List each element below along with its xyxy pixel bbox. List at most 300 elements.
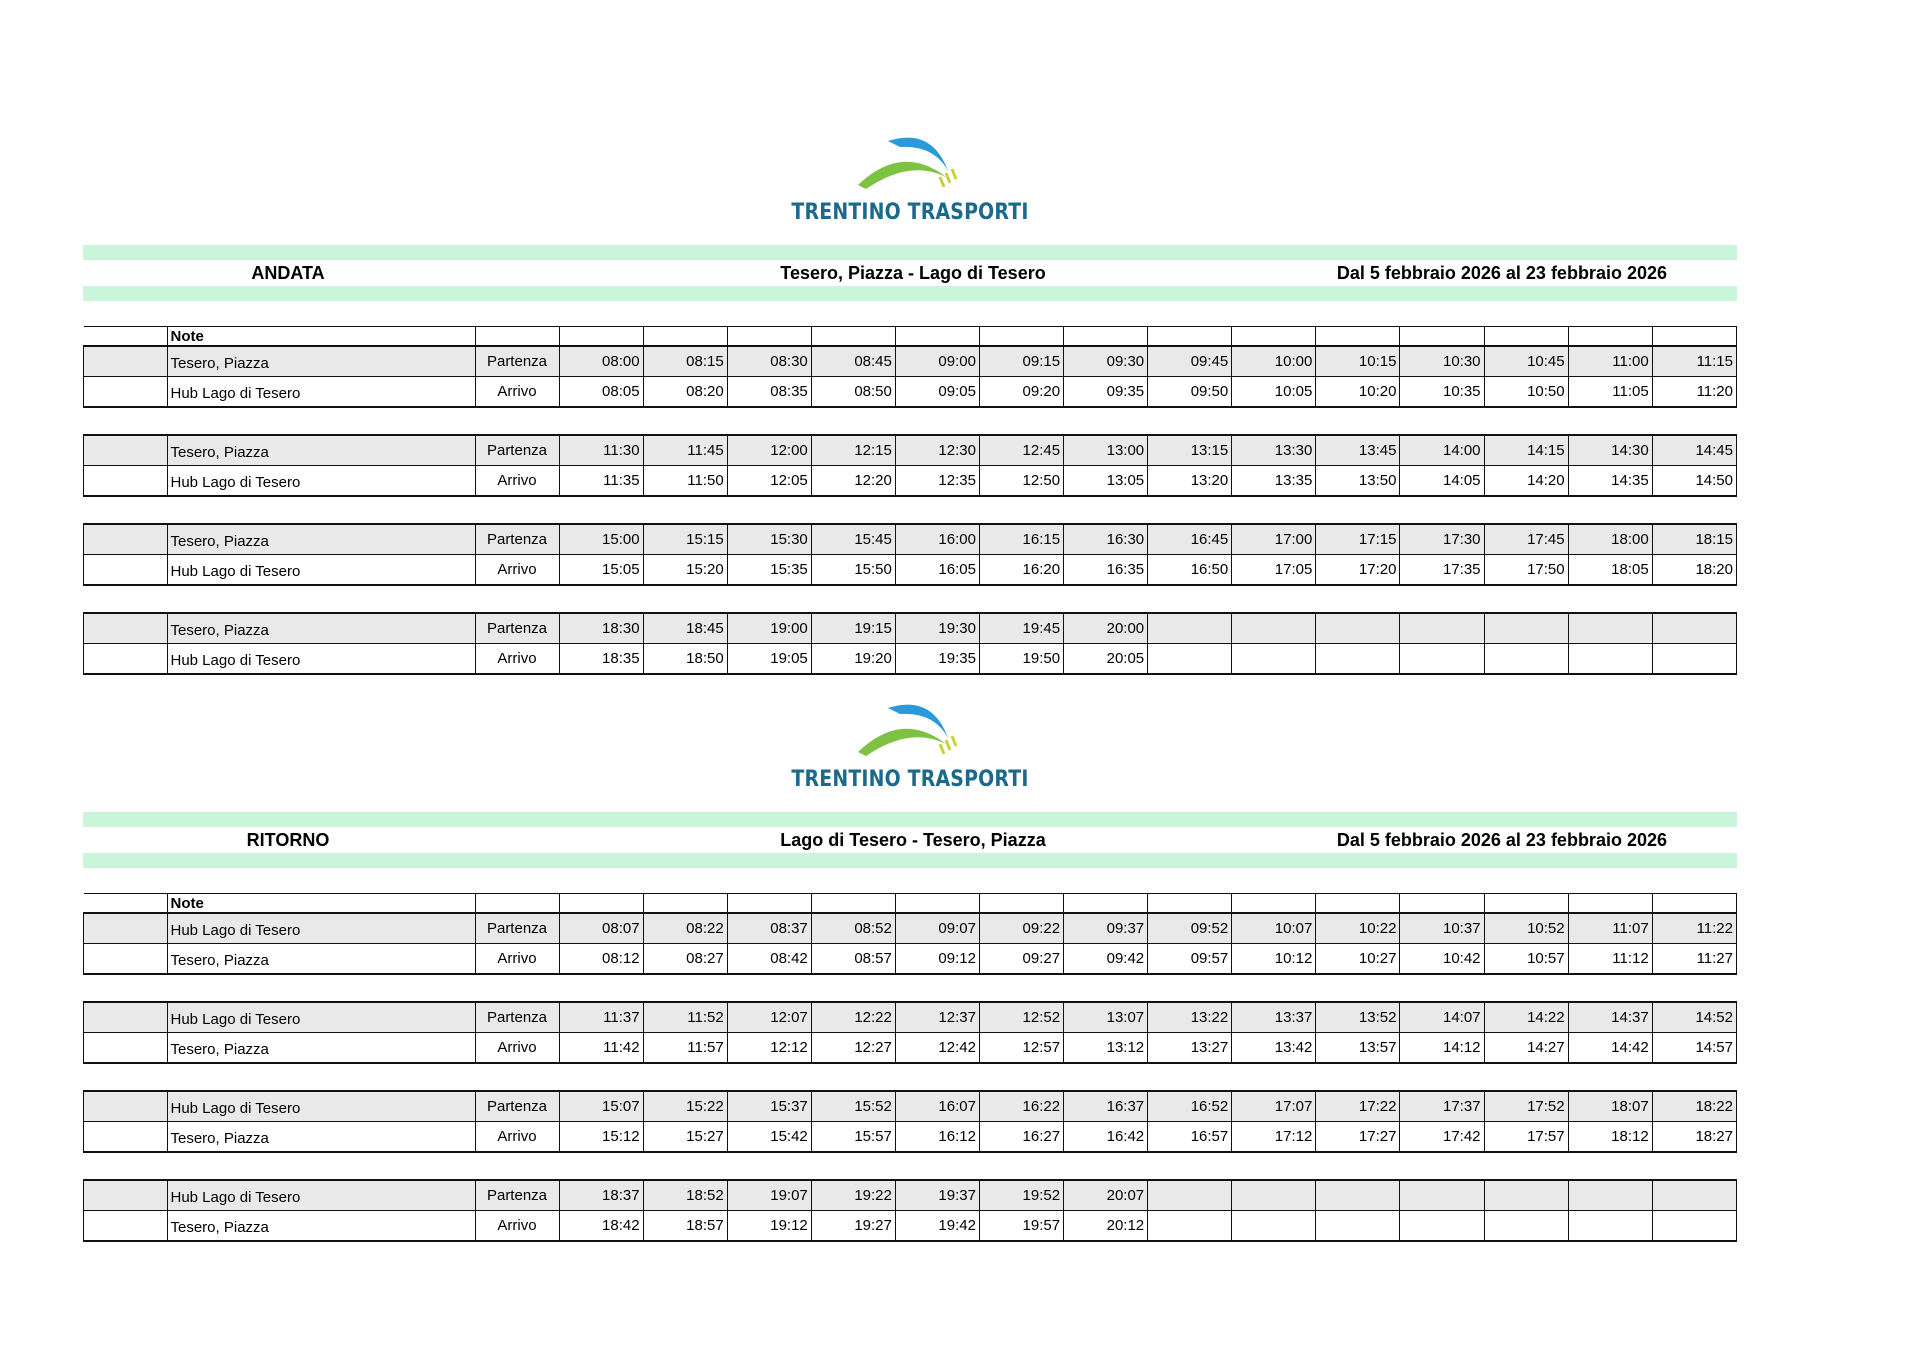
departure-row: [84, 1002, 1737, 1033]
time-cell: 09:50: [1148, 377, 1232, 408]
note-empty-cell: [1400, 894, 1484, 914]
time-cell: 15:12: [559, 1122, 643, 1153]
arrival-row: [84, 644, 1737, 675]
stop-type: Partenza: [475, 346, 559, 377]
row-blank-cell: [84, 1033, 168, 1064]
time-cell: 13:52: [1316, 1002, 1400, 1033]
time-cell: 19:05: [727, 644, 811, 675]
andata-header: [83, 260, 1737, 286]
stop-type: Partenza: [475, 435, 559, 466]
time-cell: 16:57: [1148, 1122, 1232, 1153]
time-cell: 15:07: [559, 1091, 643, 1122]
arrival-row: [84, 944, 1737, 975]
time-cell: 16:27: [979, 1122, 1063, 1153]
time-cell: 18:42: [559, 1211, 643, 1242]
note-empty-cell: [1064, 327, 1148, 347]
time-cell: 11:37: [559, 1002, 643, 1033]
spacer-cell: [84, 585, 1737, 613]
time-cell: 19:45: [979, 613, 1063, 644]
row-blank-cell: [84, 466, 168, 497]
time-cell: [1484, 613, 1568, 644]
stop-name: Hub Lago di Tesero: [167, 913, 475, 944]
time-cell: 08:05: [559, 377, 643, 408]
time-cell: 11:07: [1568, 913, 1652, 944]
time-cell: 08:15: [643, 346, 727, 377]
time-cell: [1400, 1211, 1484, 1242]
time-cell: 13:12: [1064, 1033, 1148, 1064]
time-cell: 09:00: [895, 346, 979, 377]
block-spacer: [84, 1063, 1737, 1091]
note-empty-cell: [1568, 327, 1652, 347]
time-cell: 17:45: [1484, 524, 1568, 555]
stop-name: Tesero, Piazza: [167, 524, 475, 555]
row-blank-cell: [84, 1211, 168, 1242]
spacer-cell: [84, 407, 1737, 435]
stop-type: Arrivo: [475, 555, 559, 586]
time-cell: 09:27: [979, 944, 1063, 975]
stop-type: Partenza: [475, 524, 559, 555]
stop-name: Tesero, Piazza: [167, 435, 475, 466]
note-empty-cell: [1652, 327, 1736, 347]
time-cell: 14:42: [1568, 1033, 1652, 1064]
note-empty-cell: [1484, 894, 1568, 914]
time-cell: 11:52: [643, 1002, 727, 1033]
time-cell: 08:20: [643, 377, 727, 408]
time-cell: 19:30: [895, 613, 979, 644]
time-cell: 16:35: [1064, 555, 1148, 586]
time-cell: 17:12: [1232, 1122, 1316, 1153]
time-cell: 15:57: [811, 1122, 895, 1153]
time-cell: 11:00: [1568, 346, 1652, 377]
time-cell: 08:42: [727, 944, 811, 975]
logo-arcs-icon: [810, 700, 1010, 770]
stop-type: Partenza: [475, 613, 559, 644]
time-cell: 19:15: [811, 613, 895, 644]
time-cell: 16:07: [895, 1091, 979, 1122]
time-cell: 11:15: [1652, 346, 1736, 377]
time-cell: [1148, 644, 1232, 675]
time-cell: 20:05: [1064, 644, 1148, 675]
time-cell: 08:35: [727, 377, 811, 408]
block-spacer: [84, 496, 1737, 524]
time-cell: 15:42: [727, 1122, 811, 1153]
time-cell: 15:22: [643, 1091, 727, 1122]
row-blank-cell: [84, 1091, 168, 1122]
spacer-cell: [84, 1063, 1737, 1091]
time-cell: 11:45: [643, 435, 727, 466]
time-cell: [1232, 613, 1316, 644]
time-cell: 10:57: [1484, 944, 1568, 975]
time-cell: 12:45: [979, 435, 1063, 466]
time-cell: 12:35: [895, 466, 979, 497]
time-cell: [1400, 1180, 1484, 1211]
time-cell: 18:00: [1568, 524, 1652, 555]
note-empty-cell: [1316, 894, 1400, 914]
header-band-bottom: [83, 853, 1737, 868]
block-spacer: [84, 1152, 1737, 1180]
time-cell: 18:05: [1568, 555, 1652, 586]
note-row: [84, 327, 1737, 347]
time-cell: 13:22: [1148, 1002, 1232, 1033]
validity-dates: Dal 5 febbraio 2026 al 23 febbraio 2026: [1336, 830, 1667, 850]
note-label: Note: [167, 327, 475, 347]
time-cell: 14:07: [1400, 1002, 1484, 1033]
time-cell: 12:30: [895, 435, 979, 466]
time-cell: [1568, 613, 1652, 644]
time-cell: 18:57: [643, 1211, 727, 1242]
time-cell: 08:37: [727, 913, 811, 944]
time-cell: 08:27: [643, 944, 727, 975]
stop-name: Hub Lago di Tesero: [167, 377, 475, 408]
time-cell: 09:15: [979, 346, 1063, 377]
time-cell: 11:05: [1568, 377, 1652, 408]
time-cell: 10:05: [1232, 377, 1316, 408]
spacer-cell: [84, 974, 1737, 1002]
header-band-top: [83, 812, 1737, 827]
time-cell: 17:42: [1400, 1122, 1484, 1153]
time-cell: 10:07: [1232, 913, 1316, 944]
time-cell: 16:45: [1148, 524, 1232, 555]
time-cell: 09:45: [1148, 346, 1232, 377]
time-cell: 14:12: [1400, 1033, 1484, 1064]
time-cell: 09:37: [1064, 913, 1148, 944]
time-cell: 12:05: [727, 466, 811, 497]
time-cell: [1652, 644, 1736, 675]
note-empty-cell: [1400, 327, 1484, 347]
time-cell: [1568, 1180, 1652, 1211]
note-empty-cell: [895, 894, 979, 914]
time-cell: [1568, 1211, 1652, 1242]
time-cell: 12:22: [811, 1002, 895, 1033]
time-cell: 08:52: [811, 913, 895, 944]
time-cell: 19:57: [979, 1211, 1063, 1242]
time-cell: 09:57: [1148, 944, 1232, 975]
arrival-row: [84, 555, 1737, 586]
time-cell: 09:30: [1064, 346, 1148, 377]
time-cell: [1232, 1211, 1316, 1242]
time-cell: 11:30: [559, 435, 643, 466]
time-cell: 18:45: [643, 613, 727, 644]
note-empty-cell: [559, 327, 643, 347]
time-cell: 08:00: [559, 346, 643, 377]
time-cell: 16:52: [1148, 1091, 1232, 1122]
direction-label: ANDATA: [251, 263, 325, 283]
time-cell: 18:52: [643, 1180, 727, 1211]
time-cell: 19:35: [895, 644, 979, 675]
time-cell: 14:22: [1484, 1002, 1568, 1033]
time-cell: [1232, 644, 1316, 675]
time-cell: [1232, 1180, 1316, 1211]
time-cell: 16:37: [1064, 1091, 1148, 1122]
time-cell: 18:37: [559, 1180, 643, 1211]
time-cell: 14:05: [1400, 466, 1484, 497]
time-cell: 10:15: [1316, 346, 1400, 377]
time-cell: [1400, 613, 1484, 644]
time-cell: 17:27: [1316, 1122, 1400, 1153]
stop-name: Tesero, Piazza: [167, 613, 475, 644]
stop-type: Arrivo: [475, 377, 559, 408]
stop-type: Arrivo: [475, 1033, 559, 1064]
ritorno-section: [83, 700, 1737, 1242]
time-cell: [1484, 644, 1568, 675]
departure-row: [84, 1180, 1737, 1211]
note-empty-cell: [475, 327, 559, 347]
time-cell: 14:27: [1484, 1033, 1568, 1064]
time-cell: 16:05: [895, 555, 979, 586]
departure-row: [84, 913, 1737, 944]
time-cell: 13:27: [1148, 1033, 1232, 1064]
time-cell: 17:07: [1232, 1091, 1316, 1122]
time-cell: 10:20: [1316, 377, 1400, 408]
departure-row: [84, 524, 1737, 555]
note-empty-cell: [1148, 327, 1232, 347]
time-cell: 16:50: [1148, 555, 1232, 586]
time-cell: 13:37: [1232, 1002, 1316, 1033]
time-cell: 11:42: [559, 1033, 643, 1064]
note-empty-cell: [1232, 327, 1316, 347]
time-cell: 15:05: [559, 555, 643, 586]
route-label: Tesero, Piazza - Lago di Tesero: [780, 263, 1046, 283]
time-cell: 19:22: [811, 1180, 895, 1211]
time-cell: 18:12: [1568, 1122, 1652, 1153]
time-cell: 13:30: [1232, 435, 1316, 466]
logo-arcs-icon: [810, 133, 1010, 203]
time-cell: 16:30: [1064, 524, 1148, 555]
arrival-row: [84, 466, 1737, 497]
note-empty-cell: [979, 327, 1063, 347]
time-cell: 16:00: [895, 524, 979, 555]
row-blank-cell: [84, 944, 168, 975]
row-blank-cell: [84, 524, 168, 555]
time-cell: 15:30: [727, 524, 811, 555]
time-cell: 13:20: [1148, 466, 1232, 497]
stop-name: Tesero, Piazza: [167, 1122, 475, 1153]
time-cell: 18:20: [1652, 555, 1736, 586]
time-cell: 12:50: [979, 466, 1063, 497]
time-cell: 11:35: [559, 466, 643, 497]
time-cell: [1148, 1211, 1232, 1242]
time-cell: 10:45: [1484, 346, 1568, 377]
trentino-trasporti-logo: [83, 133, 1737, 233]
time-cell: 15:50: [811, 555, 895, 586]
time-cell: 13:00: [1064, 435, 1148, 466]
time-cell: 18:07: [1568, 1091, 1652, 1122]
time-cell: 14:45: [1652, 435, 1736, 466]
time-cell: 12:37: [895, 1002, 979, 1033]
time-cell: 13:45: [1316, 435, 1400, 466]
row-blank-cell: [84, 1002, 168, 1033]
time-cell: 17:50: [1484, 555, 1568, 586]
stop-name: Tesero, Piazza: [167, 346, 475, 377]
departure-row: [84, 1091, 1737, 1122]
time-cell: [1316, 613, 1400, 644]
note-empty-cell: [727, 327, 811, 347]
departure-row: [84, 435, 1737, 466]
ritorno-timetable: [83, 893, 1737, 1242]
note-blank-cell: [84, 327, 168, 347]
note-empty-cell: [1568, 894, 1652, 914]
note-row: [84, 894, 1737, 914]
time-cell: [1316, 1180, 1400, 1211]
time-cell: 10:12: [1232, 944, 1316, 975]
time-cell: 19:50: [979, 644, 1063, 675]
time-cell: 12:42: [895, 1033, 979, 1064]
time-cell: 17:30: [1400, 524, 1484, 555]
stop-type: Partenza: [475, 1091, 559, 1122]
time-cell: 13:35: [1232, 466, 1316, 497]
trentino-trasporti-logo: [83, 700, 1737, 800]
time-cell: 09:35: [1064, 377, 1148, 408]
time-cell: 14:20: [1484, 466, 1568, 497]
stop-name: Hub Lago di Tesero: [167, 555, 475, 586]
stop-name: Tesero, Piazza: [167, 944, 475, 975]
time-cell: 15:27: [643, 1122, 727, 1153]
time-cell: 15:35: [727, 555, 811, 586]
time-cell: 15:37: [727, 1091, 811, 1122]
stop-type: Arrivo: [475, 466, 559, 497]
time-cell: 11:22: [1652, 913, 1736, 944]
time-cell: 14:37: [1568, 1002, 1652, 1033]
row-blank-cell: [84, 1180, 168, 1211]
time-cell: 13:50: [1316, 466, 1400, 497]
stop-name: Hub Lago di Tesero: [167, 644, 475, 675]
time-cell: 10:27: [1316, 944, 1400, 975]
stop-type: Arrivo: [475, 644, 559, 675]
time-cell: 12:15: [811, 435, 895, 466]
time-cell: 18:30: [559, 613, 643, 644]
time-cell: 08:57: [811, 944, 895, 975]
time-cell: 12:12: [727, 1033, 811, 1064]
time-cell: 09:12: [895, 944, 979, 975]
time-cell: 11:20: [1652, 377, 1736, 408]
arrival-row: [84, 1033, 1737, 1064]
time-cell: 17:15: [1316, 524, 1400, 555]
time-cell: 18:15: [1652, 524, 1736, 555]
time-cell: 13:07: [1064, 1002, 1148, 1033]
time-cell: 18:27: [1652, 1122, 1736, 1153]
arrival-row: [84, 1122, 1737, 1153]
time-cell: 16:42: [1064, 1122, 1148, 1153]
time-cell: 15:20: [643, 555, 727, 586]
time-cell: 14:57: [1652, 1033, 1736, 1064]
stop-type: Arrivo: [475, 1211, 559, 1242]
time-cell: 13:15: [1148, 435, 1232, 466]
note-empty-cell: [1316, 327, 1400, 347]
time-cell: 15:00: [559, 524, 643, 555]
time-cell: [1652, 613, 1736, 644]
time-cell: 13:05: [1064, 466, 1148, 497]
time-cell: 19:52: [979, 1180, 1063, 1211]
stop-name: Tesero, Piazza: [167, 1211, 475, 1242]
time-cell: 18:50: [643, 644, 727, 675]
time-cell: 09:05: [895, 377, 979, 408]
time-cell: 11:27: [1652, 944, 1736, 975]
note-empty-cell: [643, 327, 727, 347]
note-empty-cell: [559, 894, 643, 914]
time-cell: 17:35: [1400, 555, 1484, 586]
stop-name: Hub Lago di Tesero: [167, 1091, 475, 1122]
time-cell: 17:20: [1316, 555, 1400, 586]
row-blank-cell: [84, 346, 168, 377]
note-empty-cell: [811, 327, 895, 347]
time-cell: 09:22: [979, 913, 1063, 944]
stop-name: Hub Lago di Tesero: [167, 466, 475, 497]
stop-name: Hub Lago di Tesero: [167, 1180, 475, 1211]
time-cell: 08:07: [559, 913, 643, 944]
header-band-bottom: [83, 286, 1737, 301]
time-cell: 16:22: [979, 1091, 1063, 1122]
time-cell: 14:35: [1568, 466, 1652, 497]
andata-timetable: [83, 326, 1737, 675]
time-cell: 13:57: [1316, 1033, 1400, 1064]
time-cell: 08:50: [811, 377, 895, 408]
spacer-cell: [84, 1152, 1737, 1180]
time-cell: 18:22: [1652, 1091, 1736, 1122]
time-cell: 19:27: [811, 1211, 895, 1242]
time-cell: 18:35: [559, 644, 643, 675]
row-blank-cell: [84, 435, 168, 466]
time-cell: 10:00: [1232, 346, 1316, 377]
time-cell: 16:15: [979, 524, 1063, 555]
time-cell: [1148, 1180, 1232, 1211]
row-blank-cell: [84, 613, 168, 644]
logo-text: TRENTINO TRASPORTI: [791, 200, 1029, 225]
time-cell: 19:07: [727, 1180, 811, 1211]
row-blank-cell: [84, 644, 168, 675]
time-cell: [1316, 644, 1400, 675]
arrival-row: [84, 1211, 1737, 1242]
time-cell: 14:52: [1652, 1002, 1736, 1033]
arrival-row: [84, 377, 1737, 408]
time-cell: 10:22: [1316, 913, 1400, 944]
departure-row: [84, 613, 1737, 644]
time-cell: 11:50: [643, 466, 727, 497]
time-cell: 14:15: [1484, 435, 1568, 466]
time-cell: 16:20: [979, 555, 1063, 586]
note-empty-cell: [1484, 327, 1568, 347]
time-cell: 09:52: [1148, 913, 1232, 944]
time-cell: 10:37: [1400, 913, 1484, 944]
time-cell: [1652, 1211, 1736, 1242]
stop-type: Arrivo: [475, 1122, 559, 1153]
note-empty-cell: [643, 894, 727, 914]
validity-dates: Dal 5 febbraio 2026 al 23 febbraio 2026: [1336, 263, 1667, 283]
row-blank-cell: [84, 555, 168, 586]
note-empty-cell: [1232, 894, 1316, 914]
note-empty-cell: [727, 894, 811, 914]
note-label: Note: [167, 894, 475, 914]
time-cell: 14:50: [1652, 466, 1736, 497]
time-cell: 11:12: [1568, 944, 1652, 975]
stop-type: Partenza: [475, 913, 559, 944]
time-cell: 15:15: [643, 524, 727, 555]
time-cell: 14:30: [1568, 435, 1652, 466]
time-cell: 17:57: [1484, 1122, 1568, 1153]
time-cell: 10:50: [1484, 377, 1568, 408]
time-cell: [1652, 1180, 1736, 1211]
time-cell: 17:00: [1232, 524, 1316, 555]
time-cell: 20:12: [1064, 1211, 1148, 1242]
time-cell: 10:35: [1400, 377, 1484, 408]
time-cell: [1568, 644, 1652, 675]
time-cell: 15:45: [811, 524, 895, 555]
time-cell: 12:20: [811, 466, 895, 497]
header-band-top: [83, 245, 1737, 260]
time-cell: 19:37: [895, 1180, 979, 1211]
note-empty-cell: [979, 894, 1063, 914]
time-cell: 12:07: [727, 1002, 811, 1033]
time-cell: 16:12: [895, 1122, 979, 1153]
